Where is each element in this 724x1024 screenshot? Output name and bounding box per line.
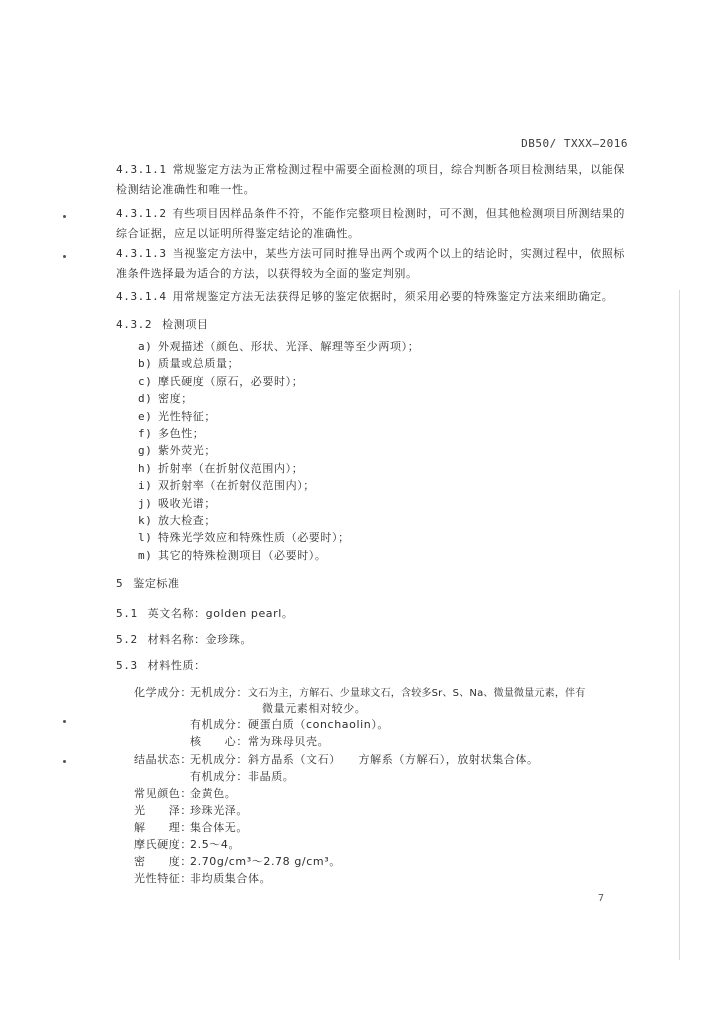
- list-item-text: 紫外荧光；: [158, 444, 216, 458]
- section-heading-432: [116, 316, 209, 332]
- organic-text: 硬蛋白质（conchaolin）。: [248, 718, 390, 731]
- list-item-text: 放大检查；: [158, 513, 216, 527]
- clause-text: 材料名称：金珍珠。: [147, 633, 253, 646]
- list-item: [138, 460, 419, 477]
- paragraph-4312: [116, 204, 628, 244]
- list-item: [138, 512, 419, 529]
- list-marker: f): [138, 426, 153, 440]
- list-item-text: 特殊光学效应和特殊性质（必要时）；: [158, 531, 350, 545]
- clause-text: 有些项目因样品条件不符，不能作完整项目检测时，可不测，但其他检测项目所测结果的综合证据，应足以证明所得鉴定结论的准确性。: [116, 207, 625, 240]
- clause-number: 5.2: [116, 633, 138, 646]
- list-marker: e): [138, 409, 153, 423]
- clause-text: 常规鉴定方法为正常检测过程中需要全面检测的项目，综合判断各项目检测结果，以能保检测结论准确性和唯一性。: [116, 163, 625, 196]
- list-item-text: 其它的特殊检测项目（必要时）。: [158, 548, 327, 562]
- luster-text: 珍珠光泽。: [190, 804, 248, 817]
- clause-53: [116, 657, 206, 673]
- list-marker: b): [138, 357, 153, 371]
- inorganic-text-continued: 微量元素相对较少。: [262, 702, 367, 715]
- list-item-text: 吸收光谱；: [158, 496, 216, 510]
- scan-edge-line: [679, 290, 680, 960]
- list-item: [138, 495, 419, 512]
- list-marker: d): [138, 392, 153, 406]
- list-marker: i): [138, 479, 153, 493]
- clause-text: 当视鉴定方法中，某些方法可同时推导出两个或两个以上的结论时，实测过程中，依照标准条件选择最为适合的方法，以获得较为全面的鉴定判别。: [116, 247, 625, 280]
- paragraph-4313: [116, 244, 628, 284]
- margin-dot: [63, 215, 66, 218]
- list-item-text: 双折射率（在折射仪范围内）；: [158, 479, 315, 493]
- list-item: [138, 442, 419, 459]
- crystal-organic-label: 有机成分：: [190, 770, 248, 783]
- list-item: [138, 338, 419, 355]
- clause-text: 用常规鉴定方法无法获得足够的鉴定依据时，须采用必要的特殊鉴定方法来细助确定。: [172, 290, 614, 303]
- margin-dot: [63, 760, 66, 763]
- clause-number: 4.3.1.3: [116, 247, 167, 260]
- hardness-label: 摩氏硬度：: [134, 838, 192, 851]
- color-text: 金黄色。: [190, 787, 237, 800]
- color-label: 常见颜色：: [134, 787, 192, 800]
- margin-dot: [63, 720, 66, 723]
- clause-number: 4.3.1.1: [116, 163, 167, 176]
- crystal-organic-text: 非晶质。: [248, 770, 295, 783]
- paragraph-4314: [116, 287, 628, 307]
- crystal-state-label: 结晶状态：: [134, 753, 192, 766]
- list-item: [138, 373, 419, 390]
- list-item-text: 质量或总质量；: [158, 357, 240, 371]
- cleavage-label: 解 理：: [134, 821, 192, 834]
- list-item-text: 密度；: [158, 392, 193, 406]
- inorganic-text: 文石为主，方解石、少量球文石，含较多Sr、S、Na、微量微量元素，伴有: [248, 688, 586, 699]
- list-marker: g): [138, 444, 153, 458]
- density-text: 2.70g/cm³～2.78 g/cm³。: [190, 855, 341, 868]
- list-item-text: 摩氏硬度（原石，必要时）；: [158, 374, 304, 388]
- optic-text: 非均质集合体。: [190, 872, 272, 885]
- section-heading-5: [116, 575, 180, 591]
- density-label: 密 度：: [134, 855, 192, 868]
- list-item: [138, 355, 419, 372]
- hardness-text: 2.5～4。: [190, 838, 241, 851]
- list-marker: c): [138, 374, 153, 388]
- crystal-inorganic-text: 斜方晶系（文石） 方解系（方解石），放射状集合体。: [248, 753, 539, 766]
- organic-label: 有机成分：: [190, 718, 248, 731]
- list-item: [138, 547, 419, 564]
- list-item: [138, 390, 419, 407]
- clause-text: 英文名称：golden pearl。: [147, 607, 294, 620]
- chemical-composition-label: 化学成分：: [134, 686, 192, 699]
- paragraph-4311: [116, 160, 628, 200]
- list-item: [138, 477, 419, 494]
- inorganic-label: 无机成分：: [190, 686, 248, 699]
- list-item-text: 光性特征；: [158, 409, 216, 423]
- optic-label: 光性特征：: [134, 872, 192, 885]
- crystal-inorganic-label: 无机成分：: [190, 753, 248, 766]
- list-item: [138, 408, 419, 425]
- section-number: 5: [116, 577, 124, 590]
- clause-52: [116, 631, 252, 647]
- list-marker: l): [138, 531, 153, 545]
- list-item-text: 多色性；: [158, 426, 205, 440]
- page-number: 7: [598, 893, 605, 904]
- detection-items-list: [138, 338, 419, 564]
- luster-label: 光 泽：: [134, 804, 192, 817]
- cleavage-text: 集合体无。: [190, 821, 248, 834]
- core-text: 常为珠母贝壳。: [248, 735, 330, 748]
- margin-dot: [63, 255, 66, 258]
- list-marker: m): [138, 548, 153, 562]
- list-marker: a): [138, 340, 153, 353]
- clause-number: 5.3: [116, 659, 138, 672]
- standard-code: DB50/ TXXX—2016: [521, 137, 628, 150]
- list-item: [138, 529, 419, 546]
- list-marker: h): [138, 461, 153, 475]
- list-item: [138, 425, 419, 442]
- clause-51: [116, 605, 294, 621]
- list-item-text: 外观描述（颜色、形状、光泽、解理等至少两项）；: [158, 340, 420, 353]
- core-label: 核 心：: [190, 735, 248, 748]
- clause-number: 5.1: [116, 607, 138, 620]
- list-item-text: 折射率（在折射仪范围内）；: [158, 461, 304, 475]
- clause-text: 材料性质：: [147, 659, 206, 672]
- list-marker: j): [138, 496, 153, 510]
- section-title: 鉴定标准: [133, 577, 180, 590]
- clause-number: 4.3.1.4: [116, 290, 167, 303]
- list-marker: k): [138, 513, 153, 527]
- clause-number: 4.3.1.2: [116, 207, 167, 220]
- section-title: 检测项目: [162, 318, 209, 331]
- section-number: 4.3.2: [116, 318, 153, 331]
